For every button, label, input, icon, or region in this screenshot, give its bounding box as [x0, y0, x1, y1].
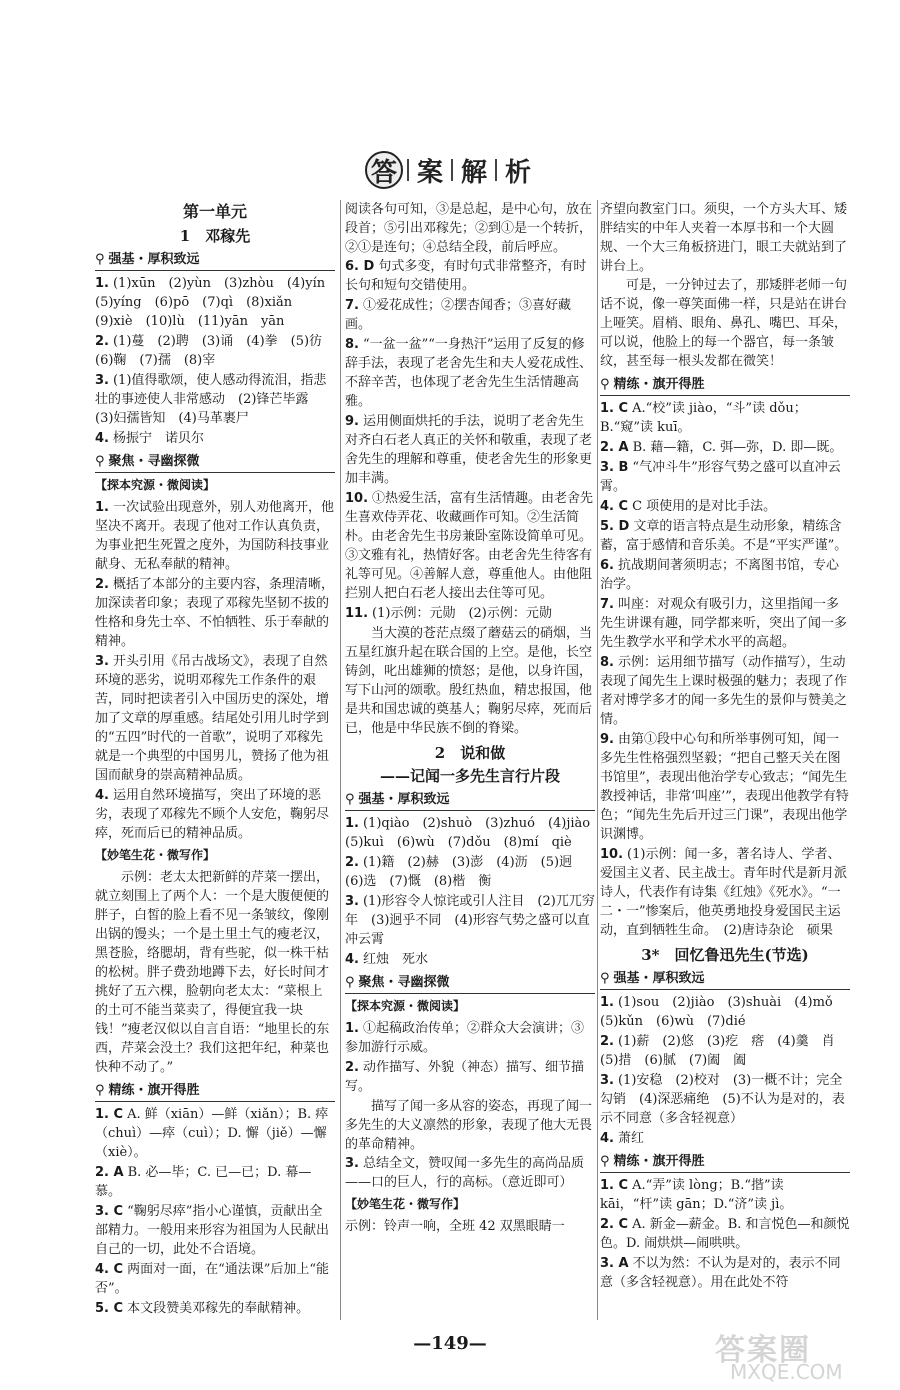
answer-item — [600, 1176, 850, 1214]
column-left — [95, 200, 339, 1319]
answer-number: 3. C — [95, 1204, 124, 1219]
subsection-header: 【妙笔生花・微写作】 — [345, 1197, 466, 1211]
answer-text: “鞠躬尽瘁”指小心谨慎，贡献出全部精力。一般用来形容为祖国为人民献出自己的一切，此处不合语境。 — [95, 1204, 330, 1257]
answer-number: 1. C — [95, 1107, 124, 1122]
answer-text: 动作描写、外貌（神态）描写、细节描写。 — [345, 1060, 584, 1094]
title-char: 答 — [365, 151, 403, 189]
answer-list — [345, 1019, 595, 1096]
answer-number: 2. A — [95, 1165, 124, 1180]
answer-item — [600, 517, 850, 555]
answer-number: 1. — [345, 1021, 359, 1036]
answer-item — [600, 845, 850, 940]
answer-item — [600, 595, 850, 652]
answer-number: 3. — [95, 654, 109, 669]
magnifier-icon: ⚲ — [345, 975, 355, 990]
answer-item — [95, 332, 335, 370]
page-title — [0, 150, 900, 190]
title-separator — [407, 159, 409, 181]
answer-text: A. 鲜（xiān）—鲜（xiǎn）；B. 瘁（chuì）—瘁（cuì）；D. 懈（jiě）—懈（xiè）。 — [95, 1107, 329, 1160]
section-header: ⚲ 聚焦・寻幽探微 — [345, 973, 595, 994]
answer-item — [95, 1202, 335, 1259]
column-divider — [597, 200, 598, 1320]
column-divider — [340, 200, 341, 1320]
answer-item — [95, 786, 335, 843]
answer-list — [600, 993, 850, 1148]
answer-text: 杨振宁 诺贝尔 — [112, 431, 204, 446]
answer-item — [600, 1071, 850, 1128]
answer-item — [345, 296, 595, 334]
title-char: 析 — [504, 157, 531, 188]
answer-number: 2. — [95, 577, 109, 592]
answer-list — [95, 498, 335, 843]
answer-number: 4. — [345, 952, 359, 967]
answer-text: (1)示例：元勋 (2)示例：元勋 — [372, 606, 552, 621]
answer-text: ①热爱生活，富有生活情趣。由老舍先生喜欢侍弄花、收藏画作可知。②生活简朴。由老舍先生书房兼卧室陈设简单可见。③文雅有礼，热情好客。由老舍先生待客有礼等可见。④善解人意，尊重他人。由他阻拦别人把白石老人接出去住等可见。 — [345, 491, 594, 601]
subsection-header: 【探本究源・微阅读】 — [345, 999, 466, 1013]
answer-item — [345, 1058, 595, 1096]
answer-item — [600, 438, 850, 457]
answer-text: 文章的语言特点是生动形象，精练含蓄，富于感情和音乐美。不是“平实严谨”。 — [600, 519, 848, 553]
answer-list — [600, 399, 850, 940]
answer-item — [600, 458, 850, 496]
answer-number: 5. C — [95, 1301, 124, 1316]
answer-number: 1. — [95, 500, 109, 515]
answer-text: C 项使用的是对比手法。 — [632, 499, 777, 514]
answer-item — [95, 1260, 335, 1298]
answer-text: 由第①段中心句和所举事例可知，闻一多先生性格强烈坚毅；“把自己整天关在图书馆里”，表现出他治学专心致志；“闻先生教授神话，非常‘叫座’”，表现出他教学有特色；“闻先生先后开过三门课”，表现出他学识渊博。 — [600, 732, 849, 842]
title-char: 解 — [460, 157, 487, 188]
magnifier-icon: ⚲ — [600, 1154, 610, 1169]
answer-number: 1. C — [600, 1178, 629, 1193]
answer-number: 6. — [600, 558, 614, 573]
answer-text: (1)示例：闻一多，著名诗人、学者、爱国主义者、民主战士。青年时代是新月派诗人，代表作有诗集《红烛》《死水》。“一二・一”惨案后，他英勇地投身爱国民主运动，直到牺牲生命。 (2)唐诗杂论 硕果 — [600, 847, 848, 938]
answer-number: 7. — [345, 298, 359, 313]
answer-text: (1)sou (2)jiào (3)shuài (4)mǒ (5)kǔn (6)wù (7)dié — [600, 995, 846, 1029]
answer-text: (1)值得歌颂，使人感动得流泪，指悲壮的事迹使人非常感动 (2)锋芒毕露 (3)妇孺皆知 (4)马革裹尸 — [95, 373, 327, 426]
answer-number: 4. C — [95, 1262, 124, 1277]
answer-text: ①起稿政治传单；②群众大会演讲；③参加游行示威。 — [345, 1021, 584, 1055]
magnifier-icon: ⚲ — [95, 1083, 105, 1098]
answer-number: 3. A — [600, 1256, 629, 1271]
answer-text: “一盆一盆”“一身热汗”运用了反复的修辞手法，表现了老舍先生和夫人爱花成性、不辞辛苦，也体现了老舍先生生活情趣高雅。 — [345, 337, 593, 409]
answer-number: 3. — [600, 1073, 614, 1088]
answer-item — [600, 497, 850, 516]
answer-item — [600, 1032, 850, 1070]
answer-item — [345, 1019, 595, 1057]
answer-number: 4. — [95, 431, 109, 446]
answer-number: 1. — [95, 276, 109, 291]
answer-number: 2. — [600, 1034, 614, 1049]
answer-number: 6. D — [345, 259, 375, 274]
page-number: —149— — [413, 1333, 487, 1354]
answer-text: (1)蔓 (2)聘 (3)诵 (4)拳 (5)彷 (6)鞠 (7)孺 (8)宰 — [95, 334, 336, 368]
answer-number: 4. — [600, 1131, 614, 1146]
answer-list — [95, 1105, 335, 1318]
answer-item — [95, 652, 335, 785]
answer-text: 不以为然：不认为是对的，表示不同意（多含轻视意）。用在此处不符 — [600, 1256, 841, 1290]
answer-list — [95, 274, 339, 448]
section-header: ⚲ 精练・旗开得胜 — [95, 1081, 335, 1102]
answer-number: 8. — [345, 337, 359, 352]
answer-text: (1)安稳 (2)校对 (3)一概不计；完全勾销 (4)深恶痛绝 (5)不认为是对的，表示不同意（多含轻视意） — [600, 1073, 845, 1126]
answer-paragraph: 示例：老太太把新鲜的芹菜一摆出，就立刻围上了两个人：一个是大腹便便的胖子，白皙的脸上看不见一条皱纹，像刚出锅的馒头；一个是土里土气的瘦老汉，黑苍脸，络腮胡，背有些驼，似一株干枯的松树。胖子费劲地蹲下去，好长时间才挑好了五六棵，脸朝向老太太：“菜根上的土可不能当菜卖了，得便宜我一块钱！”瘦老汉似以自言自语：“地里长的东西，芹菜会没土？我们这把年纪，种菜也快种不动了。” — [95, 870, 330, 1075]
answer-number: 10. — [600, 847, 624, 862]
answer-number: 2. — [345, 1060, 359, 1075]
answer-text: (1)xūn (2)yùn (3)zhòu (4)yín (5)yíng (6)pō (7)qì (8)xiǎn (9)xiè (10)lù (11)yān yān — [95, 276, 339, 329]
answer-item — [345, 412, 595, 488]
answer-text: A.“校”读 jiào，“斗”读 dǒu；B.“窥”读 kuī。 — [600, 401, 807, 435]
answer-number: 3. — [95, 373, 109, 388]
answer-text: (1)形容令人惊诧或引人注目 (2)兀兀穷年 (3)迥乎不同 (4)形容气势之盛可以直冲云霄 — [345, 894, 595, 947]
answer-number: 1. C — [600, 401, 629, 416]
answer-number: 1. — [600, 995, 614, 1010]
lesson-title: 3* 回忆鲁迅先生(节选) — [641, 946, 809, 964]
answer-number: 9. — [600, 732, 614, 747]
answer-item — [95, 1105, 335, 1162]
answer-text: B. 藉—籍，C. 弭—弥，D. 即—既。 — [632, 440, 843, 455]
lesson-subtitle: ——记闻一多先生言行片段 — [379, 767, 560, 785]
column-right — [600, 200, 850, 1293]
answer-item — [600, 653, 850, 729]
answer-text: ①爱花成性；②摆杏闻香；③喜好藏画。 — [345, 298, 571, 332]
answer-number: 3. B — [600, 460, 629, 475]
answer-list — [600, 1176, 850, 1292]
section-header: ⚲ 聚焦・寻幽探微 — [95, 452, 335, 473]
answer-number: 2. A — [600, 440, 629, 455]
section-header: ⚲ 强基・厚积致远 — [345, 790, 595, 811]
magnifier-icon: ⚲ — [95, 454, 105, 469]
answer-item — [95, 429, 335, 448]
section-header: ⚲ 精练・旗开得胜 — [600, 375, 850, 396]
answer-text: 抗战期间著须明志；不离图书馆，专心治学。 — [600, 558, 839, 592]
answer-text: (1)籍 (2)赫 (3)澎 (4)沥 (5)迥 (6)选 (7)慨 (8)楷 衡 — [345, 855, 586, 889]
answer-text: 示例：运用细节描写（动作描写），生动表现了闻先生上课时极强的魅力；表现了作者对博学多才的闻一多先生的景仰与赞美之情。 — [600, 655, 848, 727]
answer-number: 4. C — [600, 499, 629, 514]
section-header: ⚲ 强基・厚积致远 — [95, 250, 335, 271]
answer-item — [95, 575, 335, 651]
answer-item — [600, 730, 850, 844]
magnifier-icon: ⚲ — [600, 971, 610, 986]
answer-number: 2. — [345, 855, 359, 870]
section-header: ⚲ 强基・厚积致远 — [600, 969, 850, 990]
answer-item — [345, 950, 595, 969]
answer-item — [95, 1299, 335, 1318]
title-char: 案 — [416, 157, 443, 188]
answer-text: “气冲斗牛”形容气势之盛可以直冲云霄。 — [600, 460, 841, 494]
answer-text: 概括了本部分的主要内容，条理清晰，加深读者印象；表现了邓稼先坚韧不拔的性格和身先士卒、不怕牺牲、乐于奉献的精神。 — [95, 577, 334, 649]
magnifier-icon: ⚲ — [600, 377, 610, 392]
answer-item — [345, 604, 595, 623]
answer-item — [95, 274, 339, 331]
answer-text: 开头引用《吊古战场文》，表现了自然环境的恶劣，说明邓稼先工作条件的艰苦，同时把读者引入中国历史的深处，增加了文章的厚重感。结尾处引用儿时学到的“五四”时代的一首歌”，说明了邓稼先就是一个典型的中国男儿，赞扬了他为祖国而献身的崇高精神品质。 — [95, 654, 330, 783]
watermark-logo: 答案圈 — [715, 1333, 811, 1368]
answer-paragraph: 可是，一分钟过去了，那矮胖老师一句话不说，像一尊笑面佛一样，只是站在讲台上哑笑。眉梢、眼角、鼻孔、嘴巴、耳朵，可以说，他脸上的每一个器官，每一条皱纹，甚至每一根头发都在微笑！ — [600, 278, 848, 369]
answer-paragraph: 示例：铃声一响，全班 42 双黑眼睛一 — [345, 1219, 565, 1234]
answer-paragraph: 齐望向教室门口。须臾，一个方头大耳、矮胖结实的中年人夹着一本厚书和一个大圆规、一个大三角板挤进门，眼工夫就站到了讲台上。 — [600, 202, 848, 274]
answer-item — [95, 1163, 335, 1201]
answer-number: 3. — [345, 894, 359, 909]
answer-item — [95, 371, 335, 428]
answer-text: 两面对一面，在“通法课”后加上“能否”。 — [95, 1262, 330, 1296]
lesson-title: 2 说和做 — [434, 744, 506, 762]
answer-text: 一次试验出现意外，别人劝他离开，他坚决不离开。表现了他对工作认真负责，为事业把生死置之度外，为国防科技事业献身、无私奉献的精神。 — [95, 500, 334, 572]
answer-number: 7. — [600, 597, 614, 612]
magnifier-icon: ⚲ — [95, 252, 105, 267]
section-header: ⚲ 精练・旗开得胜 — [600, 1152, 850, 1173]
answer-item — [600, 556, 850, 594]
answer-number: 3. — [345, 1156, 359, 1171]
answer-text: 运用侧面烘托的手法，说明了老舍先生对齐白石老人真正的关怀和敬重，表现了老舍先生的理解和尊重，使老舍先生的形象更加丰满。 — [345, 414, 593, 486]
answer-item — [345, 257, 595, 295]
answer-item — [345, 892, 595, 949]
answer-text: (1)qiào (2)shuò (3)zhuó (4)jiào (5)kuì (6)wù (7)dǒu (8)mí qiè — [345, 816, 604, 850]
answer-item — [600, 399, 850, 437]
answer-item — [600, 1129, 850, 1148]
answer-item — [345, 489, 595, 603]
answer-number: 8. — [600, 655, 614, 670]
answer-paragraph: 描写了闻一多从容的姿态，再现了闻一多先生的大义凛然的形象，表现了他大无畏的革命精神。 — [345, 1099, 593, 1152]
title-separator — [451, 159, 453, 181]
answer-paragraph: 当大漠的苍茫点缀了蘑菇云的硝烟，当五星红旗升起在联合国的上空。是他，长空铸剑，叱出雄狮的愤怒；是他，以身许国，写下山河的颂歌。殷红热血，精忠报国，他是共和国忠诚的奠基人；鞠躬尽瘁，死而后已，他是中华民族不倒的脊梁。 — [345, 626, 593, 736]
answer-text: B. 必—毕；C. 已—已；D. 幕—慕。 — [95, 1165, 312, 1199]
answer-number: 5. D — [600, 519, 630, 534]
answer-number: 11. — [345, 606, 369, 621]
answer-item — [95, 498, 335, 574]
answer-text: 红烛 死水 — [362, 952, 428, 967]
answer-text: 总结全文，赞叹闻一多先生的高尚品质——口的巨人，行的高标。（意近即可） — [345, 1156, 584, 1190]
answer-item — [345, 1154, 595, 1192]
answer-list — [345, 257, 595, 623]
answer-number: 4. — [95, 788, 109, 803]
answer-paragraph: 阅读各句可知，③是总起，是中心句，放在段首；⑤引出邓稼先；②到①是一个转折，②①是连句；④总结全段，前后呼应。 — [345, 202, 593, 255]
magnifier-icon: ⚲ — [345, 792, 355, 807]
answer-text: (1)薪 (2)悠 (3)疙 瘩 (4)羹 肖 (5)措 (6)腻 (7)阖 阖 — [600, 1034, 848, 1068]
answer-text: A.“弄”读 lòng；B.“揩”读 kāi，“杆”读 gān；D.“济”读 jì。 — [600, 1178, 793, 1212]
answer-item — [345, 335, 595, 411]
answer-text: 句式多变，有时句式非常整齐，有时长句和短句交错使用。 — [345, 259, 587, 293]
unit-title: 第一单元 — [182, 202, 247, 221]
answer-item — [600, 1254, 850, 1292]
answer-text: 运用自然环境描写，突出了环境的恶劣，表现了邓稼先不顾个人安危，鞠躬尽瘁，死而后已的精神品质。 — [95, 788, 330, 841]
answer-text: 本文段赞美邓稼先的奉献精神。 — [127, 1301, 310, 1316]
column-middle — [345, 200, 604, 1236]
subsection-header: 【妙笔生花・微写作】 — [95, 848, 216, 862]
answer-number: 2. C — [600, 1217, 629, 1232]
answer-number: 1. — [345, 816, 359, 831]
answer-number: 10. — [345, 491, 369, 506]
answer-number: 9. — [345, 414, 359, 429]
answer-text: 叫座：对观众有吸引力，这里指闻一多先生讲课有趣，同学都来听，突出了闻一多先生教学水平和学术水平的高超。 — [600, 597, 848, 650]
answer-item — [600, 1215, 850, 1253]
answer-text: A. 新金—薪金。B. 和言悦色—和颜悦色。D. 闹烘烘—闹哄哄。 — [600, 1217, 850, 1251]
answer-text: 萧红 — [617, 1131, 644, 1146]
subsection-header: 【探本究源・微阅读】 — [95, 478, 216, 492]
watermark-url: MXQE.COM — [730, 1360, 843, 1384]
answer-item — [345, 814, 604, 852]
answer-list — [345, 814, 604, 969]
answer-item — [345, 853, 595, 891]
lesson-title: 1 邓稼先 — [179, 227, 251, 245]
answer-item — [600, 993, 850, 1031]
title-separator — [495, 159, 497, 181]
answer-number: 2. — [95, 334, 109, 349]
answer-list — [345, 1154, 595, 1192]
